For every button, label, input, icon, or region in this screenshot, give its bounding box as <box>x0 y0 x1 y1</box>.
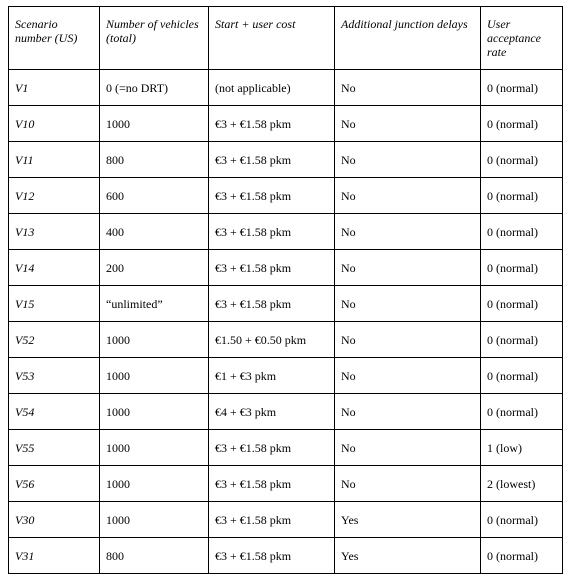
acceptance-rate-cell: 0 (normal) <box>481 214 563 250</box>
vehicles-cell: 1000 <box>100 322 209 358</box>
cost-cell: €1.50 + €0.50 pkm <box>209 322 335 358</box>
acceptance-rate-cell: 0 (normal) <box>481 250 563 286</box>
acceptance-rate-cell: 1 (low) <box>481 430 563 466</box>
junction-delays-cell: No <box>335 394 481 430</box>
vehicles-cell: 800 <box>100 142 209 178</box>
acceptance-rate-cell: 0 (normal) <box>481 178 563 214</box>
cost-cell: €3 + €1.58 pkm <box>209 178 335 214</box>
junction-delays-cell: No <box>335 214 481 250</box>
header-user-acceptance-rate: User acceptance rate <box>481 7 563 70</box>
cost-cell: (not applicable) <box>209 70 335 106</box>
vehicles-cell: 200 <box>100 250 209 286</box>
scenario-table <box>8 6 563 574</box>
cost-cell: €3 + €1.58 pkm <box>209 502 335 538</box>
vehicles-cell: 600 <box>100 178 209 214</box>
vehicles-cell: 1000 <box>100 466 209 502</box>
junction-delays-cell: No <box>335 322 481 358</box>
table-row <box>9 358 563 394</box>
junction-delays-cell: Yes <box>335 502 481 538</box>
table-header <box>9 7 563 70</box>
table-row <box>9 70 563 106</box>
cost-cell: €3 + €1.58 pkm <box>209 214 335 250</box>
cost-cell: €3 + €1.58 pkm <box>209 538 335 574</box>
acceptance-rate-cell: 0 (normal) <box>481 106 563 142</box>
scenario-number-cell: V13 <box>9 214 100 250</box>
junction-delays-cell: No <box>335 178 481 214</box>
junction-delays-cell: Yes <box>335 538 481 574</box>
junction-delays-cell: No <box>335 358 481 394</box>
cost-cell: €3 + €1.58 pkm <box>209 142 335 178</box>
table-row <box>9 394 563 430</box>
table-row <box>9 286 563 322</box>
table-row <box>9 178 563 214</box>
cost-cell: €3 + €1.58 pkm <box>209 106 335 142</box>
junction-delays-cell: No <box>335 286 481 322</box>
cost-cell: €1 + €3 pkm <box>209 358 335 394</box>
scenario-number-cell: V1 <box>9 70 100 106</box>
scenario-number-cell: V55 <box>9 430 100 466</box>
acceptance-rate-cell: 0 (normal) <box>481 322 563 358</box>
junction-delays-cell: No <box>335 106 481 142</box>
scenario-number-cell: V30 <box>9 502 100 538</box>
scenario-number-cell: V56 <box>9 466 100 502</box>
table-row <box>9 322 563 358</box>
table-row <box>9 106 563 142</box>
table-row <box>9 142 563 178</box>
cost-cell: €3 + €1.58 pkm <box>209 286 335 322</box>
table-body <box>9 70 563 574</box>
acceptance-rate-cell: 0 (normal) <box>481 70 563 106</box>
table-row <box>9 430 563 466</box>
vehicles-cell: 400 <box>100 214 209 250</box>
vehicles-cell: 1000 <box>100 358 209 394</box>
cost-cell: €3 + €1.58 pkm <box>209 430 335 466</box>
scenario-number-cell: V53 <box>9 358 100 394</box>
table-row <box>9 250 563 286</box>
acceptance-rate-cell: 0 (normal) <box>481 502 563 538</box>
table-row <box>9 214 563 250</box>
scenario-number-cell: V14 <box>9 250 100 286</box>
acceptance-rate-cell: 0 (normal) <box>481 538 563 574</box>
scenario-number-cell: V11 <box>9 142 100 178</box>
scenario-number-cell: V31 <box>9 538 100 574</box>
table-row <box>9 538 563 574</box>
junction-delays-cell: No <box>335 250 481 286</box>
acceptance-rate-cell: 0 (normal) <box>481 142 563 178</box>
vehicles-cell: “unlimited” <box>100 286 209 322</box>
acceptance-rate-cell: 0 (normal) <box>481 286 563 322</box>
scenario-number-cell: V12 <box>9 178 100 214</box>
junction-delays-cell: No <box>335 466 481 502</box>
acceptance-rate-cell: 0 (normal) <box>481 358 563 394</box>
vehicles-cell: 0 (=no DRT) <box>100 70 209 106</box>
acceptance-rate-cell: 0 (normal) <box>481 394 563 430</box>
cost-cell: €4 + €3 pkm <box>209 394 335 430</box>
table-row <box>9 466 563 502</box>
header-number-of-vehicles: Number of vehicles (total) <box>100 7 209 70</box>
scenario-number-cell: V15 <box>9 286 100 322</box>
vehicles-cell: 1000 <box>100 430 209 466</box>
junction-delays-cell: No <box>335 430 481 466</box>
scenario-number-cell: V10 <box>9 106 100 142</box>
vehicles-cell: 1000 <box>100 106 209 142</box>
table-row <box>9 502 563 538</box>
vehicles-cell: 1000 <box>100 502 209 538</box>
cost-cell: €3 + €1.58 pkm <box>209 250 335 286</box>
junction-delays-cell: No <box>335 70 481 106</box>
vehicles-cell: 1000 <box>100 394 209 430</box>
header-junction-delays: Additional junction delays <box>335 7 481 70</box>
acceptance-rate-cell: 2 (lowest) <box>481 466 563 502</box>
header-row <box>9 7 563 70</box>
cost-cell: €3 + €1.58 pkm <box>209 466 335 502</box>
header-scenario-number: Scenario number (US) <box>9 7 100 70</box>
junction-delays-cell: No <box>335 142 481 178</box>
header-start-user-cost: Start + user cost <box>209 7 335 70</box>
scenario-number-cell: V54 <box>9 394 100 430</box>
scenario-number-cell: V52 <box>9 322 100 358</box>
vehicles-cell: 800 <box>100 538 209 574</box>
